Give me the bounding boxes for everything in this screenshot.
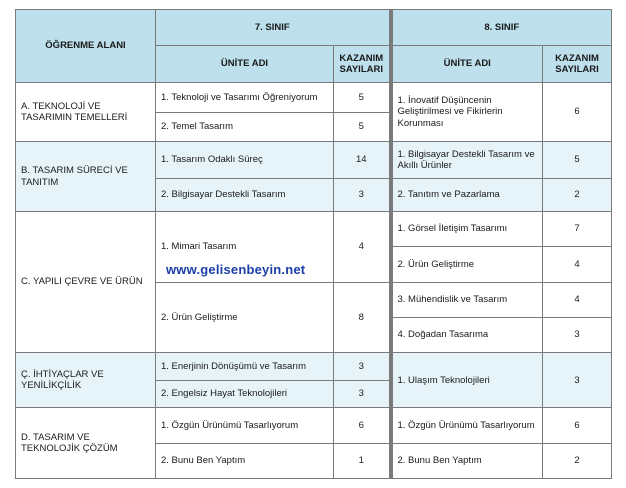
grade8-count-cell: 2 (543, 178, 612, 211)
table-row (16, 82, 612, 112)
grade8-unit-cell: 1. Görsel İletişim Tasarımı (391, 211, 543, 246)
grade7-count-cell: 6 (334, 408, 391, 443)
table-row (16, 353, 612, 381)
grade8-unit-cell: 4. Doğadan Tasarıma (391, 317, 543, 352)
watermark-text: www.gelisenbeyin.net (166, 262, 306, 277)
grade8-count-cell: 4 (543, 247, 612, 282)
grade8-count-cell: 4 (543, 282, 612, 317)
grade7-count-cell: 14 (334, 142, 391, 178)
grade8-count-cell: 3 (543, 317, 612, 352)
grade8-count-cell: 6 (543, 408, 612, 443)
grade7-count-cell: 5 (334, 112, 391, 142)
table-row (16, 211, 612, 246)
grade8-count-cell: 2 (543, 443, 612, 478)
grade7-header: 7. SINIF (156, 10, 391, 46)
grade7-count-header: KAZANIM SAYILARI (334, 46, 391, 82)
curriculum-table (15, 9, 612, 479)
learning-area-cell: D. TASARIM VE TEKNOLOJİK ÇÖZÜM (16, 408, 156, 479)
grade8-unit-cell: 1. Bilgisayar Destekli Tasarım ve Akıllı Ürünler (391, 142, 543, 178)
grade7-count-cell: 8 (334, 282, 391, 353)
header-row-grades (16, 10, 612, 46)
grade7-count-cell: 4 (334, 211, 391, 282)
learning-area-cell: Ç. İHTİYAÇLAR VE YENİLİKÇİLİK (16, 353, 156, 408)
grade7-unit-cell: 1. Teknoloji ve Tasarımı Öğreniyorum (156, 82, 334, 112)
curriculum-table-body (16, 10, 612, 479)
grade8-unit-header: ÜNİTE ADI (391, 46, 543, 82)
grade7-unit-cell: 2. Bunu Ben Yaptım (156, 443, 334, 478)
grade7-count-cell: 3 (334, 178, 391, 211)
grade8-unit-cell: 1. Ulaşım Teknolojileri (391, 353, 543, 408)
table-row (16, 142, 612, 178)
grade8-unit-cell: 2. Tanıtım ve Pazarlama (391, 178, 543, 211)
grade7-unit-cell: 2. Engelsiz Hayat Teknolojileri (156, 380, 334, 408)
grade8-count-cell: 5 (543, 142, 612, 178)
learning-area-cell: B. TASARIM SÜRECİ VE TANITIM (16, 142, 156, 212)
grade8-header: 8. SINIF (391, 10, 612, 46)
grade7-count-cell: 5 (334, 82, 391, 112)
grade7-unit-cell: 2. Ürün Geliştirme (156, 282, 334, 353)
grade7-unit-cell: 1. Özgün Ürünümü Tasarlıyorum (156, 408, 334, 443)
grade8-count-cell: 6 (543, 82, 612, 142)
table-row (16, 408, 612, 443)
grade7-unit-cell: 1. Enerjinin Dönüşümü ve Tasarım (156, 353, 334, 381)
grade8-unit-cell: 2. Bunu Ben Yaptım (391, 443, 543, 478)
grade7-unit-cell: 2. Bilgisayar Destekli Tasarım (156, 178, 334, 211)
grade7-count-cell: 1 (334, 443, 391, 478)
learning-area-cell: A. TEKNOLOJİ VE TASARIMIN TEMELLERİ (16, 82, 156, 142)
grade8-unit-cell: 1. İnovatif Düşüncenin Geliştirilmesi ve Fikirlerin Korunması (391, 82, 543, 142)
grade8-unit-cell: 1. Özgün Ürünümü Tasarlıyorum (391, 408, 543, 443)
area-header: ÖĞRENME ALANI (16, 10, 156, 83)
grade8-count-cell: 3 (543, 353, 612, 408)
grade8-unit-cell: 3. Mühendislik ve Tasarım (391, 282, 543, 317)
grade7-unit-header: ÜNİTE ADI (156, 46, 334, 82)
grade8-count-cell: 7 (543, 211, 612, 246)
learning-area-cell: C. YAPILI ÇEVRE VE ÜRÜN (16, 211, 156, 352)
grade8-unit-cell: 2. Ürün Geliştirme (391, 247, 543, 282)
grade7-count-cell: 3 (334, 380, 391, 408)
grade7-unit-cell: 1. Mimari Tasarım (156, 211, 334, 282)
grade7-unit-cell: 1. Tasarım Odaklı Süreç (156, 142, 334, 178)
grade8-count-header: KAZANIM SAYILARI (543, 46, 612, 82)
grade7-count-cell: 3 (334, 353, 391, 381)
grade7-unit-cell: 2. Temel Tasarım (156, 112, 334, 142)
